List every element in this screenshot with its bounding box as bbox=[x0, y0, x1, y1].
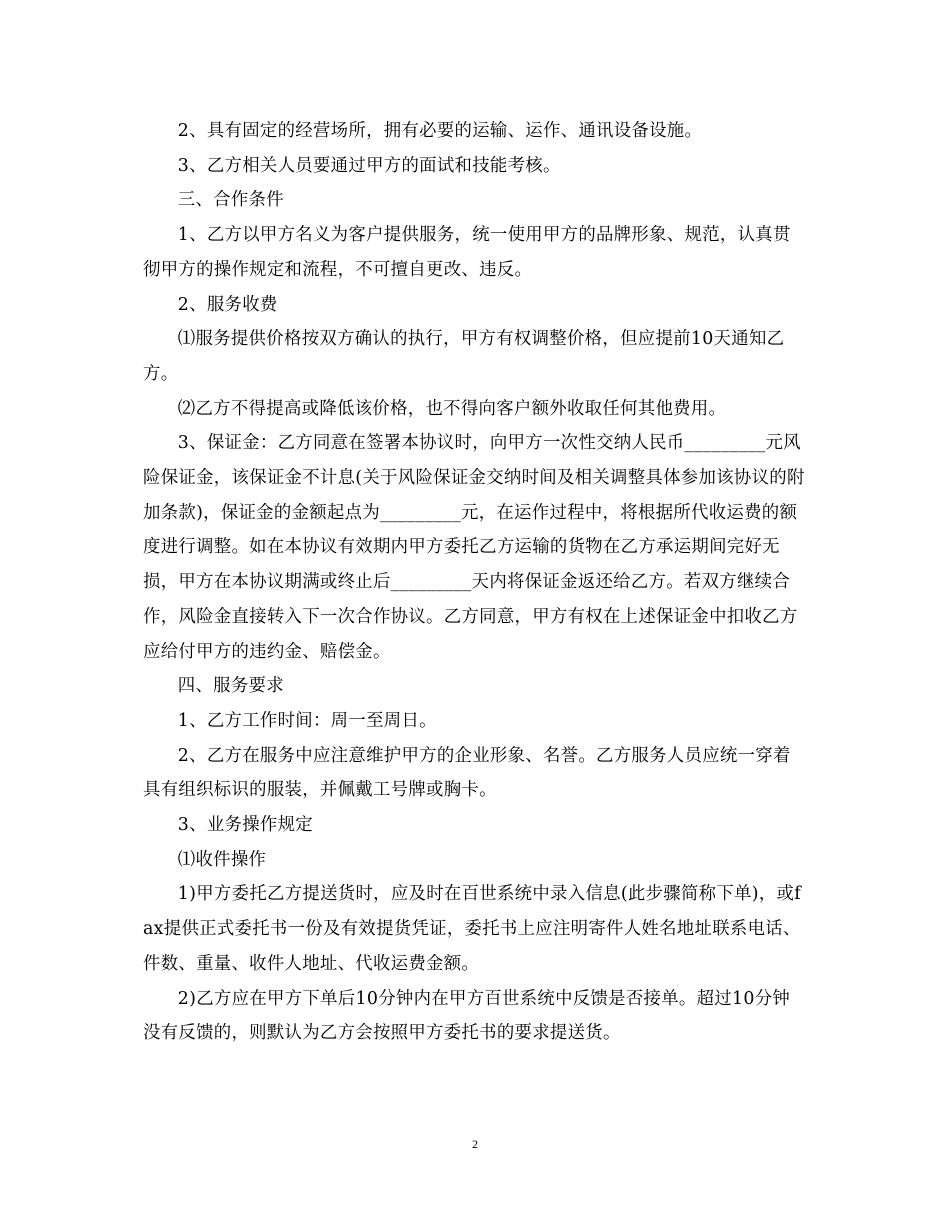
subsection-heading: ⑴收件操作 bbox=[177, 849, 267, 870]
page-number: 2 bbox=[472, 1137, 478, 1151]
paragraph: ⑵乙方不得提高或降低该价格，也不得向客户额外收取任何其他费用。 bbox=[177, 398, 727, 419]
document-body bbox=[143, 114, 806, 1051]
paragraph: 2、乙方在服务中应注意维护甲方的企业形象、名誉。乙方服务人员应统一穿着具有组织标识的服装，并佩戴工号牌或胸卡。 bbox=[143, 745, 791, 801]
subsection-heading: 3、业务操作规定 bbox=[177, 815, 313, 836]
subsection-heading: 2、服务收费 bbox=[177, 294, 278, 315]
paragraph: 3、乙方相关人员要通过甲方的面试和技能考核。 bbox=[177, 155, 561, 176]
paragraph: 1)甲方委托乙方提送货时，应及时在百世系统中录入信息(此步骤简称下单)，或fax提供正式委托书一份及有效提货凭证，委托书上应注明寄件人姓名地址联系电话、件数、重量、收件人地址、代收运费金额。 bbox=[143, 884, 801, 974]
paragraph: 1、乙方以甲方名义为客户提供服务，统一使用甲方的品牌形象、规范，认真贯彻甲方的操作规定和流程，不可擅自更改、违反。 bbox=[143, 225, 791, 280]
paragraph: 2、具有固定的经营场所，拥有必要的运输、运作、通讯设备设施。 bbox=[177, 121, 703, 141]
paragraph: 2)乙方应在甲方下单后10分钟内在甲方百世系统中反馈是否接单。超过10分钟没有反馈的，则默认为乙方会按照甲方委托书的要求提送货。 bbox=[143, 988, 791, 1044]
paragraph: ⑴服务提供价格按双方确认的执行，甲方有权调整价格，但应提前10天通知乙方。 bbox=[143, 329, 785, 384]
section-heading: 四、服务要求 bbox=[177, 676, 284, 697]
paragraph: 1、乙方工作时间：周一至周日。 bbox=[177, 710, 437, 731]
deposit-clause: 3、保证金：乙方同意在签署本协议时，向甲方一次性交纳人民币_________元风险保证金，该保证金不计息(关于风险保证金交纳时间及相关调整具体参加该协议的附加条款)，保证金的金额起点为_________元，在运作过程中，将根据所代收运费的额度进行调整。如在本协议有效期内甲方委托乙方运输的货物在乙方承运期间完好无损，甲方在本协议期满或终止后_________天内将保证金返还给乙方。若双方继续合作，风险金直接转入下一次合作协议。乙方同意，甲方有权在上述保证金中扣收乙方应给付甲方的违约金、赔偿金。 bbox=[143, 433, 805, 662]
section-heading: 三、合作条件 bbox=[177, 190, 284, 211]
